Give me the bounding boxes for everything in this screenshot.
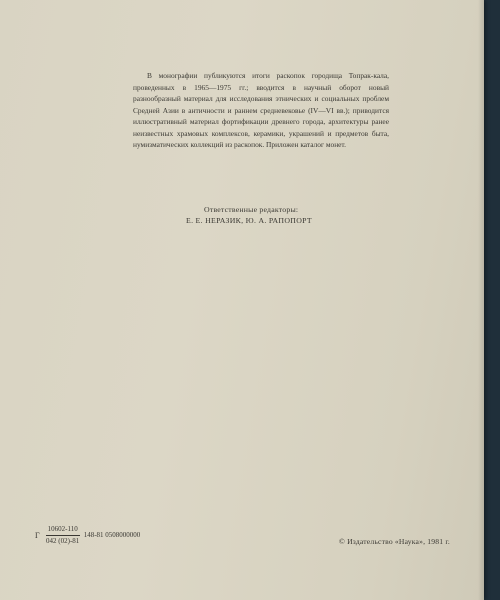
imprint-denominator: 042 (02)-81 — [46, 537, 80, 545]
abstract-text: В монографии публикуются итоги раскопок городища Топрак-кала, проведенных в 1965—1975 гг.; вводится в научный оборот новый разнообразный материал для исследования этнических и социальных проблем Средней Азии в античности и раннем средневековье (IV—VI вв.); приводится иллюстративный материал фортификации древнего города, архитектуры ранее неизвестных храмовых комплексов, керамики, украшений и предметов быта, нумизматических коллекций из раскопок. Приложен каталог монет. — [133, 71, 389, 149]
editors-block — [186, 204, 312, 226]
abstract-block — [133, 70, 389, 151]
imprint-fraction — [46, 525, 80, 546]
copyright-line: © Издательство «Наука», 1981 г. — [339, 537, 450, 546]
imprint-code — [35, 525, 140, 546]
editors-names: Е. Е. НЕРАЗИК, Ю. А. РАПОПОРТ — [186, 216, 312, 225]
imprint-letter: Г — [35, 531, 40, 540]
imprint-rest: 148-81 0508000000 — [83, 531, 141, 539]
page-edge-shadow — [478, 0, 484, 600]
editors-label: Ответственные редакторы: — [204, 205, 299, 214]
imprint-numerator: 10602-110 — [46, 525, 80, 536]
